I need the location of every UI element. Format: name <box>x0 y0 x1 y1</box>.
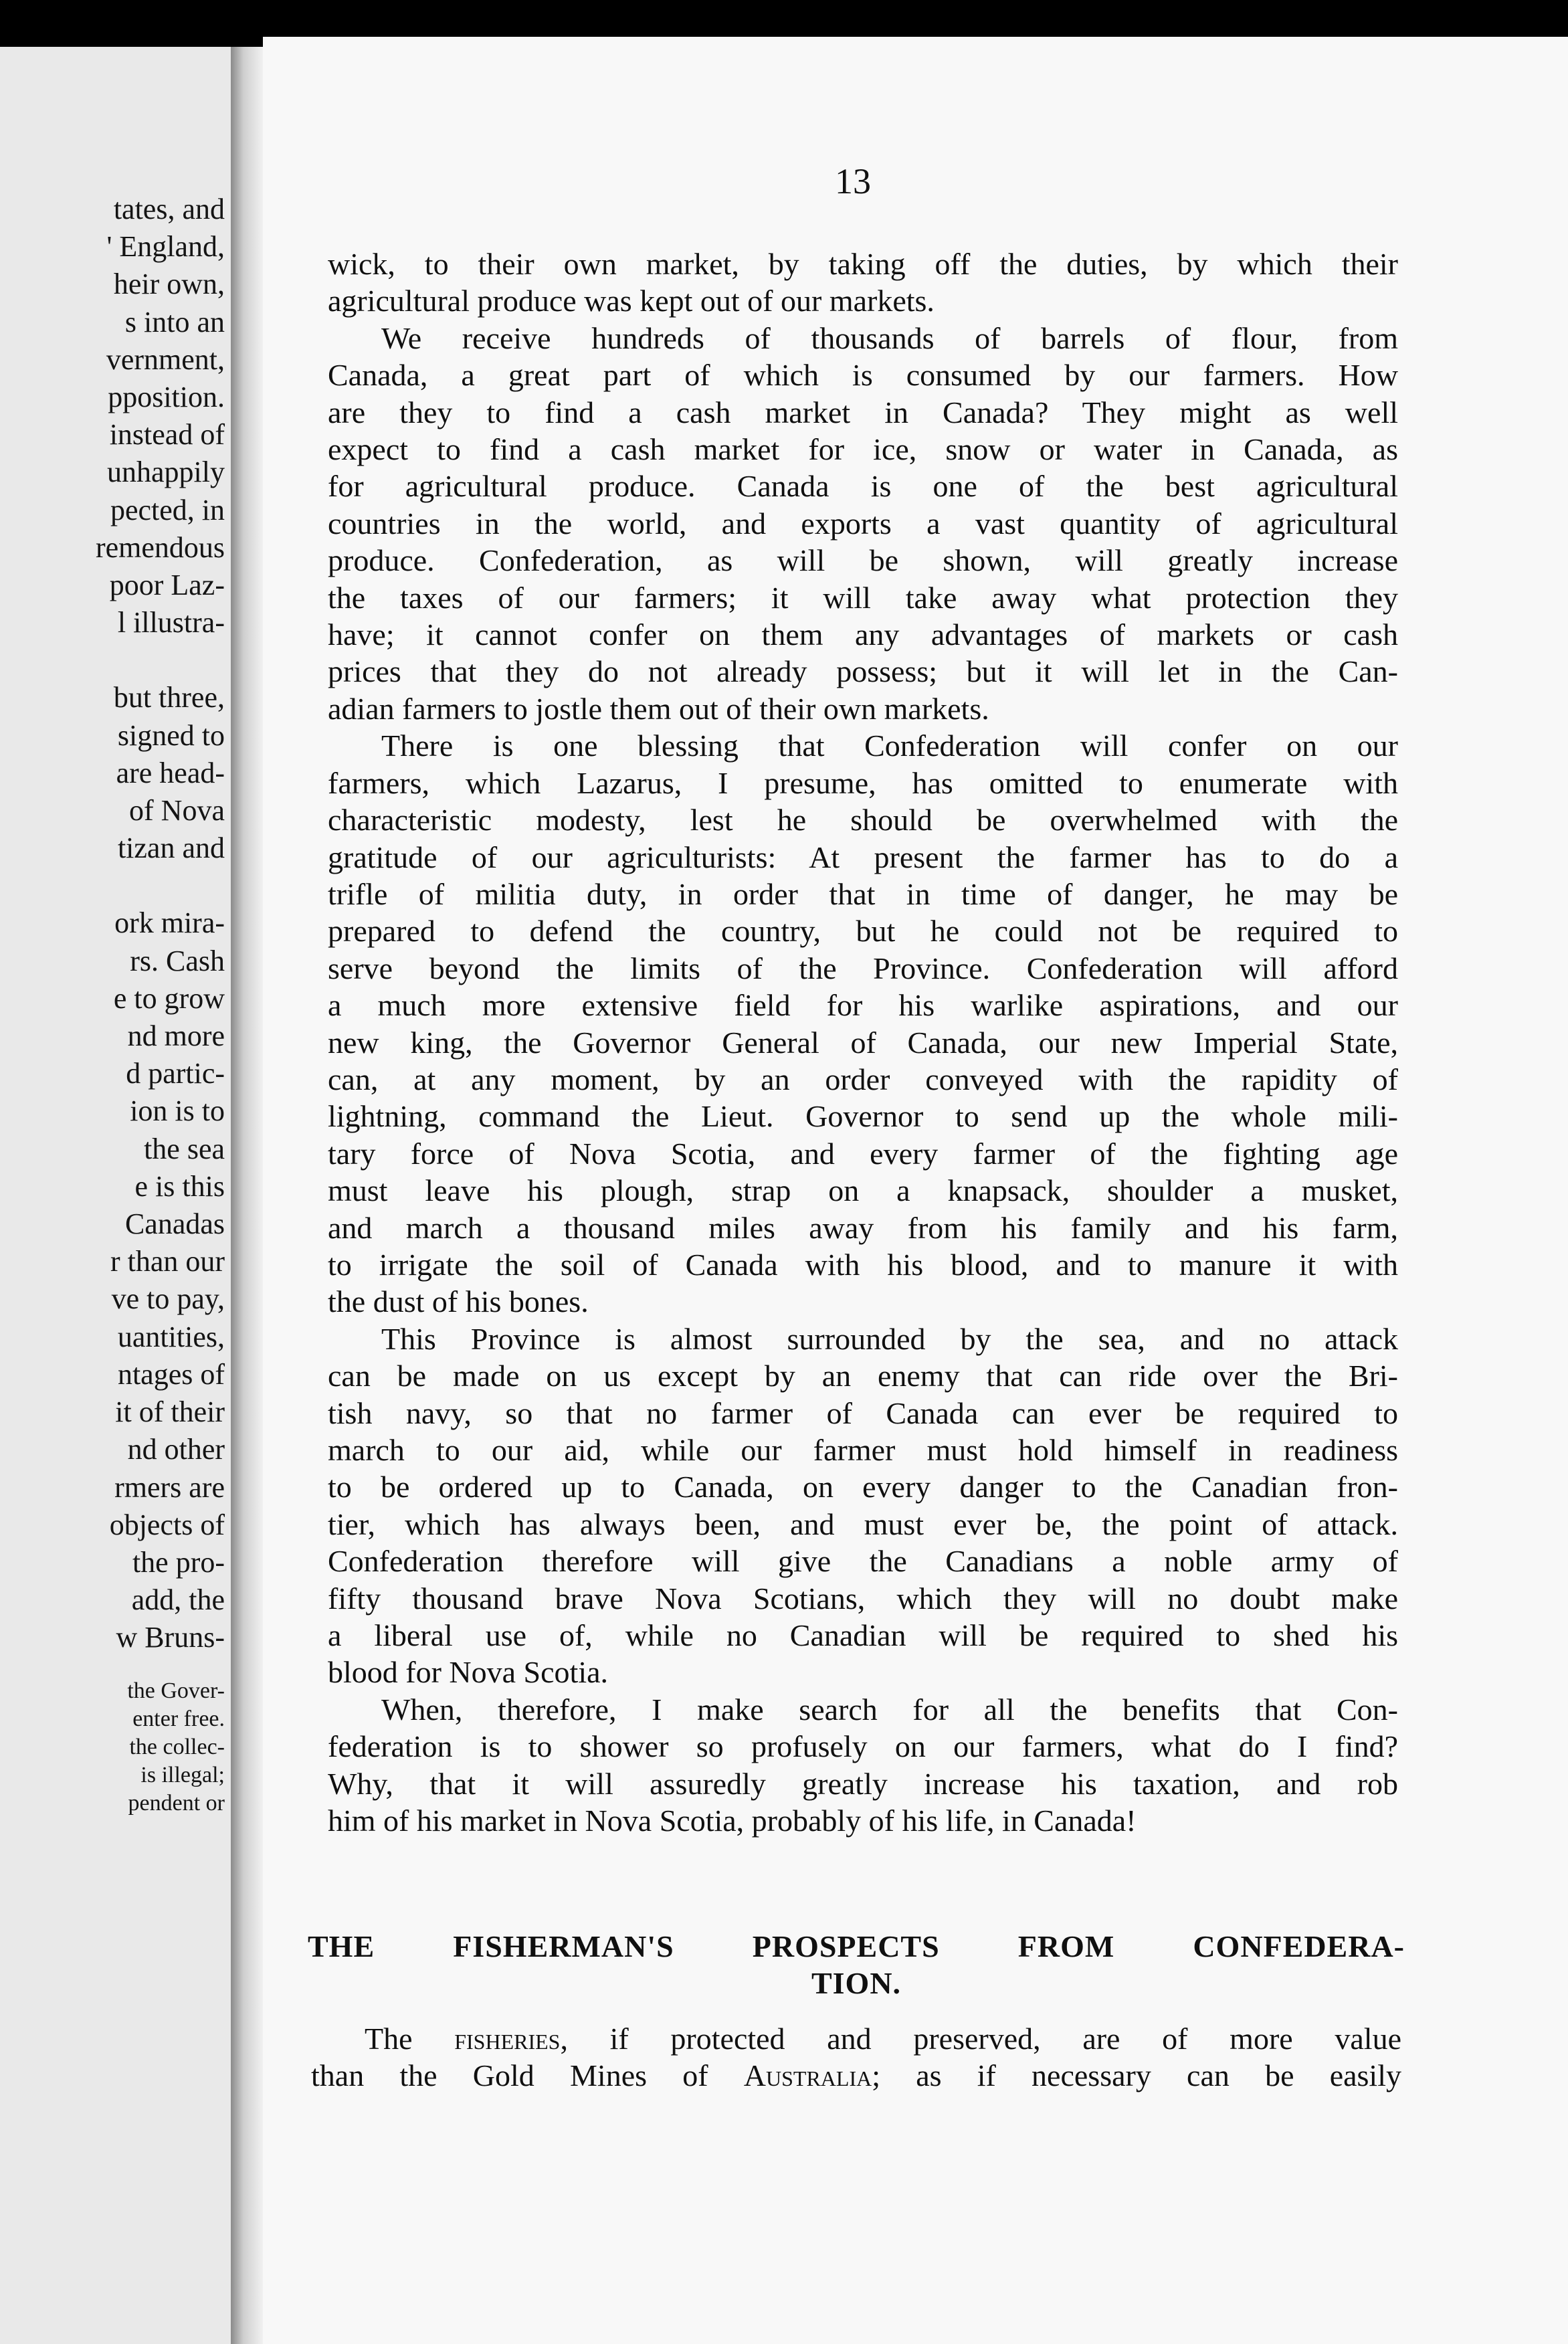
left-page-line: e is this <box>134 1169 225 1203</box>
text-line: have; it cannot confer on them any advantages of markets or cash <box>328 617 1398 652</box>
left-page-line: add, the <box>131 1583 225 1617</box>
text-line: the taxes of our farmers; it will take away what protection they <box>328 580 1398 615</box>
text-line: must leave his plough, strap on a knapsack, shoulder a musket, <box>328 1173 1398 1208</box>
left-page-line: the pro- <box>132 1545 225 1579</box>
paragraph <box>328 320 1398 727</box>
text-line: can be made on us except by an enemy that can ride over the Bri- <box>328 1359 1398 1393</box>
left-page-line: tizan and <box>117 832 225 865</box>
text-line: him of his market in Nova Scotia, probably of his life, in Canada! <box>328 1803 1137 1838</box>
heading-line-2: TION. <box>811 1966 902 2000</box>
paragraph <box>328 1691 1398 1840</box>
text-line: Confederation therefore will give the Canadians a noble army of <box>328 1544 1398 1579</box>
left-page-gap <box>4 642 225 679</box>
text-line: gratitude of our agriculturists: At present the farmer has to do a <box>328 840 1398 874</box>
final-line-1-start: The <box>365 2022 413 2056</box>
text-line: blood for Nova Scotia. <box>328 1655 609 1690</box>
section-heading <box>308 1928 1405 2001</box>
text-line: serve beyond the limits of the Province. Confederation will afford <box>328 951 1398 985</box>
text-line: fifty thousand brave Nova Scotians, which they will no doubt make <box>328 1581 1398 1616</box>
australia-word: Australia <box>743 2058 872 2093</box>
left-page-line: uantities, <box>117 1320 225 1353</box>
left-page-small-line: enter free. <box>132 1706 225 1731</box>
left-page-line: but three, <box>113 681 225 714</box>
text-line: a liberal use of, while no Canadian will be required to shed his <box>328 1618 1398 1653</box>
body-text <box>328 246 1398 1839</box>
text-line: farmers, which Lazarus, I presume, has omitted to enumerate with <box>328 765 1398 800</box>
text-line: prepared to defend the country, but he could not be required to <box>328 914 1398 949</box>
left-page-line: r than our <box>110 1245 225 1278</box>
paragraph <box>328 246 1398 320</box>
book-spine <box>231 47 263 2344</box>
text-line: wick, to their own market, by taking off the duties, by which their <box>328 247 1398 281</box>
left-page-line: pected, in <box>110 493 225 526</box>
text-line: can, at any moment, by an order conveyed with the rapidity of <box>328 1062 1398 1096</box>
text-line: lightning, command the Lieut. Governor to send up the whole mili- <box>328 1099 1398 1134</box>
left-page-line: unhappily <box>107 456 225 489</box>
left-page-line: rs. Cash <box>130 944 225 977</box>
left-page-line: vernment, <box>106 343 225 376</box>
text-line: for agricultural produce. Canada is one of the best agricultural <box>328 469 1398 504</box>
left-page-line: e to grow <box>113 981 225 1015</box>
fisheries-word: fisheries, <box>454 2022 568 2056</box>
left-page-line: remendous <box>95 530 225 564</box>
left-page-line: ntages of <box>117 1357 225 1391</box>
text-line: tary force of Nova Scotia, and every farmer of the fighting age <box>328 1136 1398 1171</box>
left-page-line: objects of <box>109 1508 225 1541</box>
left-page-small-line: pendent or <box>128 1790 225 1816</box>
text-line: tier, which has always been, and must ever be, the point of attack. <box>328 1506 1398 1541</box>
left-page-small-line: the collec- <box>129 1734 225 1759</box>
left-page-small-line: is illegal; <box>140 1762 225 1787</box>
left-page-line: of Nova <box>129 794 225 827</box>
left-page-line: Canadas <box>124 1207 225 1241</box>
text-line: a much more extensive field for his warlike aspirations, and our <box>328 988 1398 1023</box>
text-line: agricultural produce was kept out of our markets. <box>328 284 935 318</box>
text-line: This Province is almost surrounded by the sea, and no attack <box>381 1321 1398 1356</box>
page-number: 13 <box>835 161 871 201</box>
left-page-gap <box>4 1657 225 1677</box>
text-line: tish navy, so that no farmer of Canada can ever be required to <box>328 1395 1398 1430</box>
left-page-line: instead of <box>109 418 225 452</box>
left-page-fragment <box>0 47 231 2344</box>
text-line: prices that they do not already possess; but it will let in the Can- <box>328 654 1398 689</box>
left-page-gap <box>4 867 225 904</box>
left-page-line: ion is to <box>130 1094 225 1128</box>
text-line: Why, that it will assuredly greatly increase his taxation, and rob <box>328 1766 1398 1801</box>
final-line-2-end: ; as if necessary can be easily <box>872 2058 1401 2093</box>
final-line-1-end: if protected and preserved, are of more value <box>609 2022 1401 2056</box>
left-page-line: rmers are <box>114 1470 225 1504</box>
text-line: characteristic modesty, lest he should be overwhelmed with the <box>328 803 1398 838</box>
left-page-line: it of their <box>115 1395 225 1429</box>
text-line: trifle of militia duty, in order that in time of danger, he may be <box>328 876 1398 911</box>
text-line: Canada, a great part of which is consumed by our farmers. How <box>328 358 1398 393</box>
final-line-1 <box>311 2020 1401 2057</box>
left-page-line: ve to pay, <box>111 1282 225 1316</box>
text-line: countries in the world, and exports a vast quantity of agricultural <box>328 506 1398 541</box>
text-line: to irrigate the soil of Canada with his blood, and to manure it with <box>328 1247 1398 1282</box>
text-line: produce. Confederation, as will be shown, will greatly increase <box>328 543 1398 578</box>
text-line: federation is to shower so profusely on our farmers, what do I find? <box>328 1729 1398 1764</box>
left-page-line: poor Laz- <box>109 569 225 602</box>
text-line: adian farmers to jostle them out of their own markets. <box>328 691 989 726</box>
paragraph <box>328 727 1398 1321</box>
left-page-line: pposition. <box>108 381 225 414</box>
paragraph <box>328 1321 1398 1691</box>
left-page-line: d partic- <box>126 1057 225 1090</box>
text-line: and march a thousand miles away from his family and his farm, <box>328 1210 1398 1245</box>
left-page-line: the sea <box>144 1132 225 1165</box>
left-page-line: l illustra- <box>117 606 225 640</box>
text-line: There is one blessing that Confederation will confer on our <box>381 728 1398 763</box>
text-line: When, therefore, I make search for all the benefits that Con- <box>381 1692 1398 1727</box>
left-page-line: tates, and <box>113 193 225 225</box>
left-page-line: ' England, <box>106 230 225 264</box>
text-line: march to our aid, while our farmer must hold himself in readiness <box>328 1433 1398 1467</box>
left-page-line: nd other <box>127 1433 225 1466</box>
left-page-line: heir own, <box>113 268 225 301</box>
heading-line-1: THE FISHERMAN'S PROSPECTS FROM CONFEDERA- <box>308 1929 1405 1963</box>
text-line: to be ordered up to Canada, on every danger to the Canadian fron- <box>328 1470 1398 1504</box>
text-line: the dust of his bones. <box>328 1284 589 1319</box>
text-line: expect to find a cash market for ice, snow or water in Canada, as <box>328 432 1398 467</box>
text-line: new king, the Governor General of Canada, our new Imperial State, <box>328 1025 1398 1060</box>
left-page-small-line: the Gover- <box>127 1678 225 1703</box>
left-page-line: w Bruns- <box>116 1621 225 1654</box>
final-line-2-start: than the Gold Mines of <box>311 2058 708 2093</box>
left-page-text <box>4 191 225 1818</box>
left-page-line: are head- <box>116 756 225 789</box>
text-line: We receive hundreds of thousands of barrels of flour, from <box>381 320 1398 355</box>
final-paragraph <box>311 2020 1401 2094</box>
left-page-line: signed to <box>117 718 225 752</box>
left-page-line: nd more <box>127 1019 225 1053</box>
left-page-line: ork mira- <box>114 906 225 940</box>
left-page-line: s into an <box>124 305 225 338</box>
final-line-2 <box>311 2057 1401 2094</box>
text-line: are they to find a cash market in Canada? They might as well <box>328 395 1398 429</box>
